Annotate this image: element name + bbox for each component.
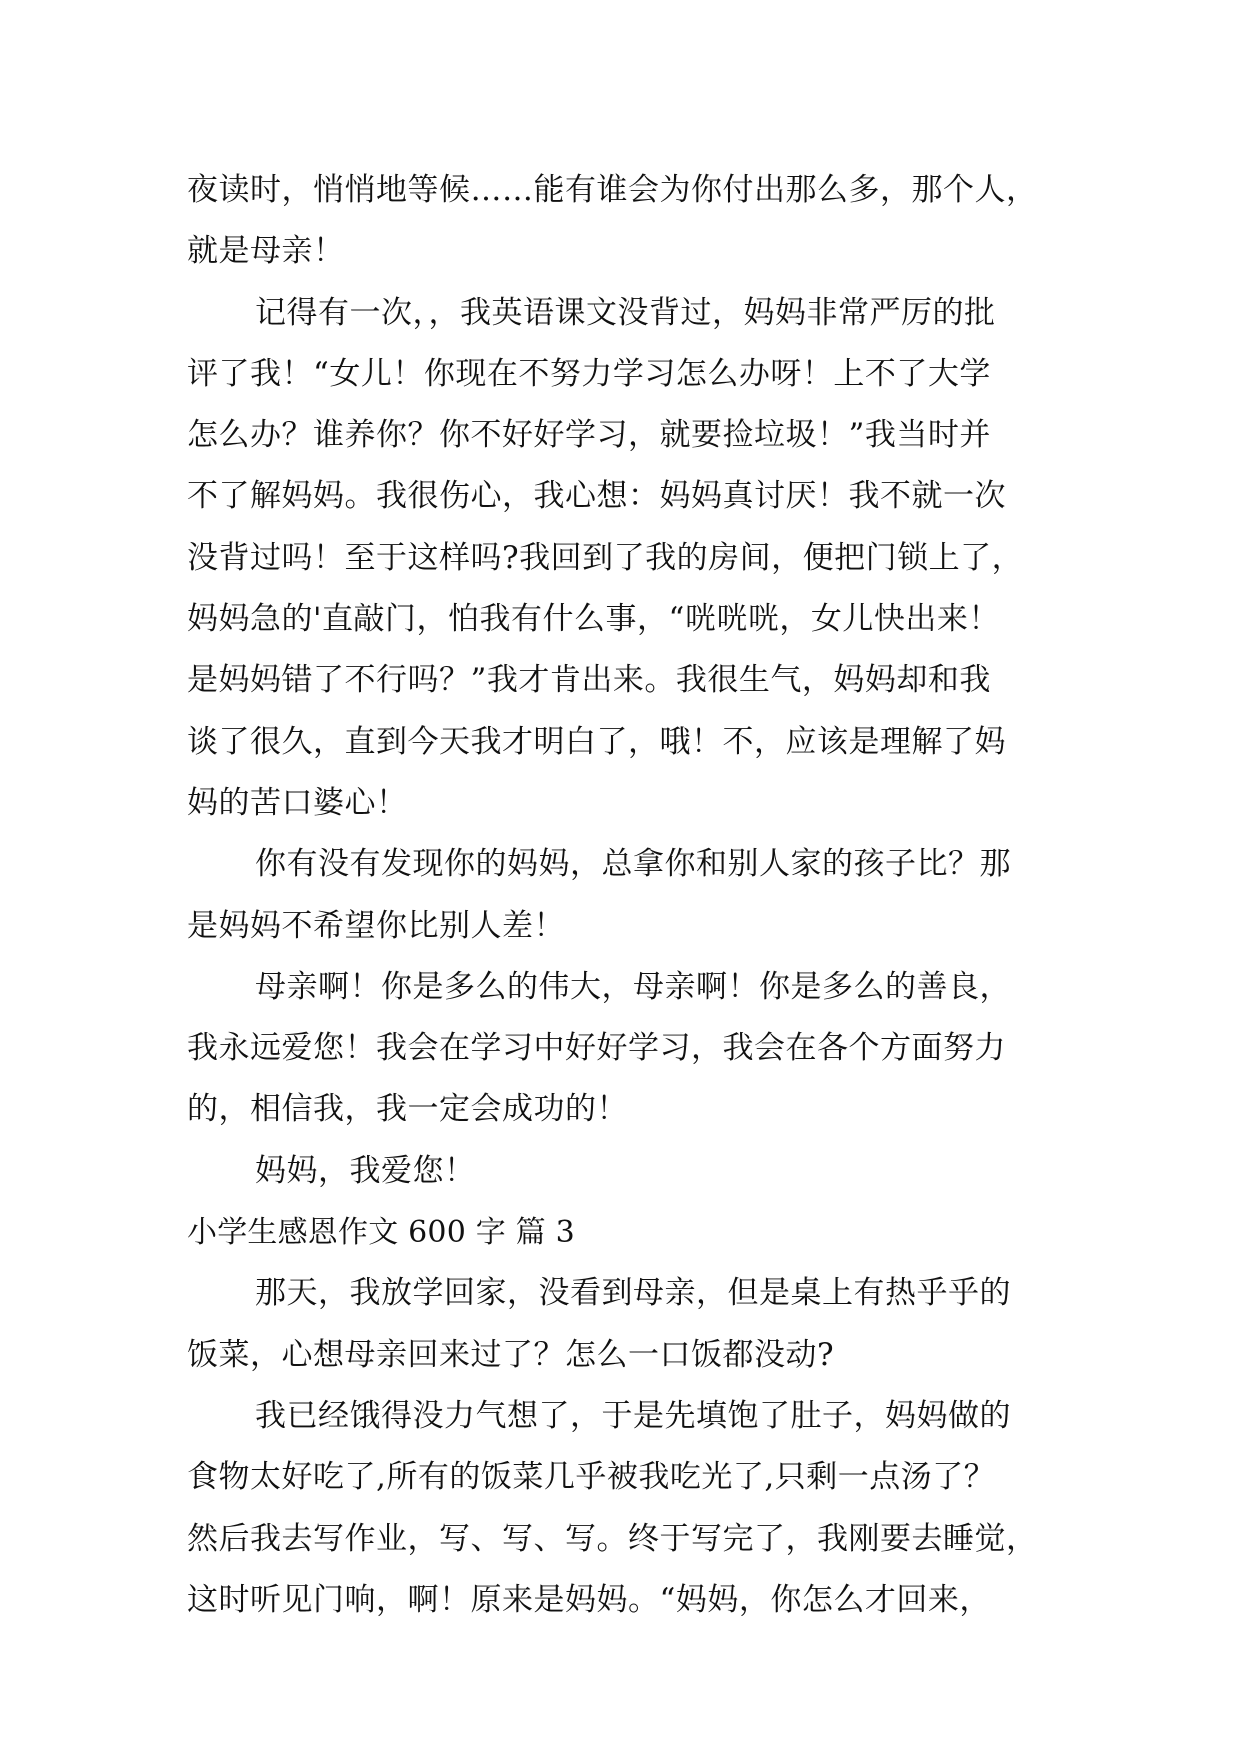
- text-line: 母亲啊！你是多么的伟大，母亲啊！你是多么的善良，: [255, 968, 1011, 1005]
- text-line: 妈妈急的'直敲门，怕我有什么事，“咣咣咣，女儿快出来！: [187, 601, 1000, 638]
- text-line: 评了我！“女儿！你现在不努力学习怎么办呀！上不了大学: [187, 355, 991, 392]
- section-heading: 小学生感恩作文 600 字 篇 3: [187, 1215, 575, 1251]
- text-line: 食物太好吃了,所有的饭菜几乎被我吃光了,只剩一点汤了？: [187, 1459, 996, 1496]
- text-line: 谈了很久，直到今天我才明白了，哦！不，应该是理解了妈: [187, 723, 1006, 760]
- text-line: 我已经饿得没力气想了，于是先填饱了肚子，妈妈做的: [255, 1397, 1011, 1434]
- text-line: 妈的苦口婆心！: [187, 784, 408, 821]
- text-line: 妈妈，我爱您！: [255, 1152, 476, 1189]
- text-line: 那天，我放学回家，没看到母亲，但是桌上有热乎乎的: [255, 1275, 1011, 1312]
- text-line: 的，相信我，我一定会成功的！: [187, 1091, 628, 1128]
- text-line: 这时听见门响，啊！原来是妈妈。“妈妈，你怎么才回来，: [187, 1581, 991, 1618]
- text-line: 不了解妈妈。我很伤心，我心想：妈妈真讨厌！我不就一次: [187, 478, 1006, 515]
- text-line: 记得有一次，，我英语课文没背过，妈妈非常严厉的批: [255, 294, 996, 331]
- document-body: [187, 160, 1067, 1631]
- text-line: 夜读时，悄悄地等候……能有谁会为你付出那么多，那个人，: [187, 172, 1038, 208]
- text-line: 我永远爱您！我会在学习中好好学习，我会在各个方面努力: [187, 1030, 1006, 1067]
- text-line: 没背过吗！至于这样吗?我回到了我的房间，便把门锁上了，: [187, 539, 1024, 576]
- text-line: 怎么办？谁养你？你不好好学习，就要捡垃圾！”我当时并: [187, 417, 991, 454]
- text-line: 是妈妈错了不行吗？”我才肯出来。我很生气，妈妈却和我: [187, 662, 991, 699]
- text-line: 饭菜，心想母亲回来过了？怎么一口饭都没动?: [187, 1336, 835, 1373]
- text-line: 就是母亲！: [187, 233, 345, 270]
- text-line: 你有没有发现你的妈妈，总拿你和别人家的孩子比？那: [255, 846, 1011, 883]
- text-line: 是妈妈不希望你比别人差！: [187, 907, 565, 944]
- text-line: 然后我去写作业，写、写、写。终于写完了，我刚要去睡觉，: [187, 1520, 1038, 1557]
